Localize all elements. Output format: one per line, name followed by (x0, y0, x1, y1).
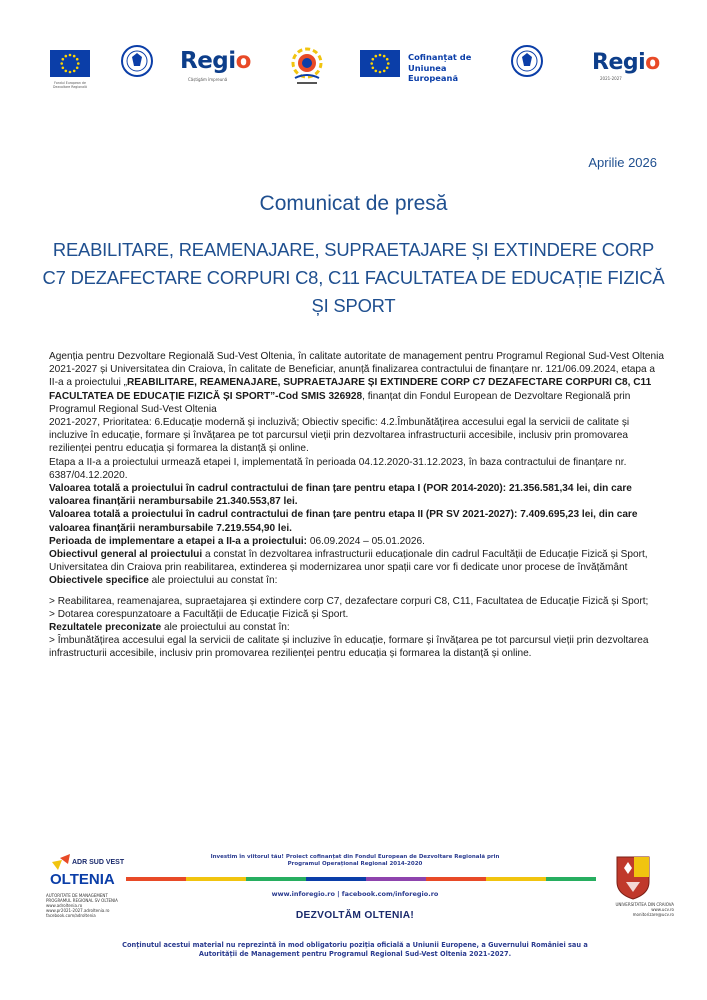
regio-wordmark-o: o (235, 48, 251, 74)
adr-main-text: OLTENIA (50, 871, 115, 888)
adr-oltenia-logo (42, 852, 126, 896)
specific-objective-1: > Reabilitarea, reamenajarea, supraetajarea și extindere corp C7, dezafectare corpuri C8, C11, Facultatea de Educație Fizică și Sport; (49, 595, 649, 607)
ministry-seal-logo (510, 44, 544, 84)
press-release-date: Aprilie 2026 (588, 155, 657, 170)
university-contact-note: UNIVERSITATEA DIN CRAIOVA www.ucv.ro monitorizare@ucv.ro (615, 902, 674, 917)
ministry-seal-icon (510, 44, 544, 80)
regio-tagline: Câștigăm împreună (188, 77, 228, 82)
disclaimer: Conținutul acestui material nu reprezintă în mod obligatoriu poziția oficială a Uniunii Europene, a Guvernului României sau a Autorității de Management pentru Programul Regional Sud-Vest Oltenia 2021-2027. (122, 941, 588, 958)
regio-wordmark: Regi (180, 48, 236, 74)
eu-flag-icon (50, 50, 90, 77)
specific-objectives-heading: Obiectivele specifice ale proiectului au constat în: (49, 575, 278, 587)
specific-objective-2: > Dotarea corespunzatoare a Facultății de Educație Fizică și Sport. (49, 608, 349, 620)
adr-oltenia-icon (42, 852, 126, 892)
eu-flag-icon (360, 50, 400, 77)
regio-wordmark: Regi (592, 50, 646, 75)
eu-cofinanced-text: Cofinanțat de Uniunea Europeană (408, 52, 472, 83)
stage-paragraph: Etapa a II-a a proiectului urmează etapei I, implementată în perioada 04.12.2020-31.12.2023, în baza contractului de finanțare nr. 6387/04.12.2020. (49, 456, 627, 481)
romania-emblem-logo (288, 44, 326, 94)
government-seal-icon (120, 44, 154, 80)
page-footer (0, 852, 707, 972)
web-links: www.inforegio.ro | facebook.com/inforegio.ro (271, 890, 439, 898)
result-1: > Îmbunătățirea accesului egal la servicii de calitate și incluzive în educație, formare și învățarea pe tot parcursul vieții prin dezvoltarea infrastructurii accesibile, inclusiv prin promovarea rezilienței pentru educația și formarea la distanță și online. (49, 635, 649, 660)
implementation-period: Perioada de implementare a etapei a II-a a proiectului: 06.09.2024 – 05.01.2026. (49, 535, 425, 547)
header-logos-bar (40, 44, 670, 94)
general-objective: Obiectivul general al proiectului a constat în dezvoltarea infrastructurii educaționale din cadrul Facultății de Educație Fizică și Sport, Universitatea din Craiova prin reabilitarea, extinderea și modernizarea unor spații care vor fi dedicate unor procese de învățământ (49, 549, 648, 574)
colorful-star-icon (288, 44, 326, 90)
program-paragraph: 2021-2027, Prioritatea: 6.Educație modernă și incluzivă; Obiectiv specific: 4.2.Îmbunătățirea accesului egal la servicii de calitate și incluzive în educație, formare și învățarea pe tot parcursul vieții prin dezvoltarea infrastructurii accesibile, inclusiv prin promovarea rezilienței pentru educația și formarea la distanță și online. (49, 417, 630, 455)
regio-period-caption: 2021-2027 (600, 76, 622, 81)
university-crest-icon (614, 854, 652, 900)
value-stage-1: Valoarea totală a proiectului în cadrul contractului de finan țare pentru etapa I (POR 2014-2020): 21.356.581,34 lei, din care valoarea finanțării nerambursabile 21.340.553,87 lei. (49, 483, 632, 508)
eu-fund-caption: Fondul European de Dezvoltare Regională (53, 81, 87, 89)
results-heading: Rezultatele preconizate ale proiectului au constat în: (49, 622, 290, 634)
project-title: REABILITARE, REAMENAJARE, SUPRAETAJARE ȘI EXTINDERE CORP C7 DEZAFECTARE CORPURI C8, C11 FACULTATEA DE EDUCAȚIE FIZICĂ ȘI SPORT (42, 239, 665, 316)
investment-note: Investim în viitorul tău! Proiect cofinanțat din Fondul European de Dezvoltare Regională prin Programul Operațional Regional 2014-2020 (210, 854, 500, 867)
adr-contact-note: AUTORITATE DE MANAGEMENT PROGRAMUL REGIONAL SV OLTENIA www.adroltenia.ro www.pr2021-2027.adroltenia.ro facebook.com/adroltenia (46, 893, 118, 918)
press-release-title: Comunicat de presă (259, 192, 448, 215)
government-seal-logo (120, 44, 154, 84)
intro-paragraph: Agenția pentru Dezvoltare Regională Sud-Vest Oltenia, în calitate autoritate de management pentru Programul Regional Sud-Vest Oltenia 2021-2027 și Universitatea din Craiova, în calitate de Beneficiar, anunță finalizarea contractului de finanțare nr. 121/06.09.2024, etapa a II-a a proiectului „REABILITARE, REAMENAJARE, SUPRAETAJARE ȘI EXTINDERE CORP C7 DEZAFECTARE CORPURI C8, C11 FACULTATEA DE EDUCAȚIE FIZICĂ ȘI SPORT”-Cod SMIS 326928, finanțat din Fondul European de Dezvoltare Regională prin Programul Regional Sud-Vest Oltenia (49, 351, 664, 415)
university-crest-logo (614, 854, 652, 904)
color-stripe (126, 877, 596, 881)
project-name-bold: REABILITARE, REAMENAJARE, SUPRAETAJARE ȘI EXTINDERE CORP C7 DEZAFECTARE CORPURI C8, C11 FACULTATEA DE EDUCAȚIE FIZICĂ ȘI SPORT”-Cod SMIS 326928 (49, 377, 652, 402)
regio-wordmark-o: o (645, 50, 660, 75)
adr-top-text: ADR SUD VEST (72, 859, 125, 866)
value-stage-2: Valoarea totală a proiectului în cadrul contractului de finan țare pentru etapa II (PR SV 2021-2027): 7.409.695,23 lei, din care valoarea finanțării nerambursabile 7.219.554,90 lei. (49, 509, 638, 534)
press-release-body (49, 350, 666, 661)
slogan: DEZVOLTĂM OLTENIA! (295, 910, 415, 921)
